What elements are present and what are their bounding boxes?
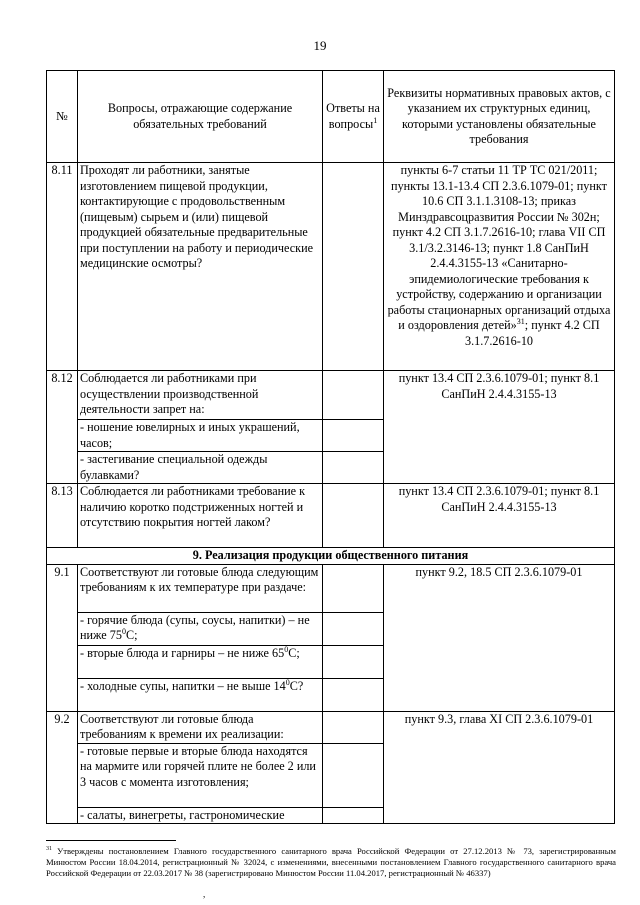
answer-cell[interactable] (323, 564, 384, 612)
requisites-text: пункт 13.4 СП 2.3.6.1079-01; пункт 8.1 СанПиН 2.4.4.3155-13 (384, 484, 615, 548)
question-text: Соответствуют ли готовые блюда следующим требованиям к их температуре при раздаче: (78, 564, 323, 612)
row-number: 8.12 (47, 371, 78, 484)
table-header-row (47, 71, 615, 163)
sub-question-text: - горячие блюда (супы, соусы, напитки) – не ниже $75^0С$; (78, 612, 323, 645)
answer-cell[interactable] (323, 371, 384, 420)
table-row (47, 564, 615, 612)
answer-cell[interactable] (323, 743, 384, 807)
table-row (47, 163, 615, 371)
footnote-divider (46, 840, 176, 841)
footnote-ref: 1 (373, 115, 378, 125)
answer-cell[interactable] (323, 807, 384, 824)
sub-question-text: - готовые первые и вторые блюда находятся на мармите или горячей плите не более 2 или 3 часов с момента изготовления; (78, 743, 323, 807)
section-heading-row (47, 548, 615, 565)
page-number: 19 (313, 38, 327, 53)
scan-mark: , (203, 889, 206, 899)
answer-cell[interactable] (323, 678, 384, 711)
row-number: 8.11 (47, 163, 78, 371)
table-row (47, 711, 615, 743)
question-text: Проходят ли работники, занятые изготовлением пищевой продукции, контактирующие с продовольственным (пищевым) сырьем и (или) пищевой продукцией обязательные предварительные при поступлении на работу и периодические медицинские осмотры? (78, 163, 323, 371)
answer-cell[interactable] (323, 452, 384, 484)
table-row (47, 371, 615, 420)
requirements-table (46, 70, 615, 824)
row-number: 8.13 (47, 484, 78, 548)
answer-cell[interactable] (323, 484, 384, 548)
header-answers: Ответы на вопросы$^1$ (323, 71, 384, 163)
requisites-text: пункт 9.3, глава XI СП 2.3.6.1079-01 (384, 711, 615, 824)
question-text: Соблюдается ли работниками при осуществлении производственной деятельности запрет на: (78, 371, 323, 420)
answer-cell[interactable] (323, 711, 384, 743)
footnote-marker: 31 (46, 846, 52, 853)
requisites-text: пункт 9.2, 18.5 СП 2.3.6.1079-01 (384, 564, 615, 711)
sub-question-text: - холодные супы, напитки – не выше $14^0С$? (78, 678, 323, 711)
requisites-text: пункт 13.4 СП 2.3.6.1079-01; пункт 8.1 СанПиН 2.4.4.3155-13 (384, 371, 615, 484)
table-row (47, 484, 615, 548)
footnote-text: Утверждены постановлением Главного государственного санитарного врача Российской Федерации от 27.12.2013 № 73, зарегистрированным Минюстом России 18.04.2014, регистрационный № 32024, с изменениями, внесенными постановлением Главного государственного санитарного врача Российской Федерации от 22.03.2017 № 38 (зарегистрировано Минюстом России 11.04.2017, регистрационный № 46337) (46, 846, 616, 878)
footnote (46, 846, 616, 879)
answer-cell[interactable] (323, 645, 384, 678)
answer-cell[interactable] (323, 612, 384, 645)
answer-cell[interactable] (323, 420, 384, 452)
row-number: 9.2 (47, 711, 78, 824)
sub-question-text: - ношение ювелирных и иных украшений, часов; (78, 420, 323, 452)
section-title: 9. Реализация продукции общественного питания (47, 548, 615, 565)
question-text: Соблюдается ли работниками требование к наличию коротко подстриженных ногтей и отсутствию покрытия ногтей лаком? (78, 484, 323, 548)
sub-question-text: - салаты, винегреты, гастрономические (78, 807, 323, 824)
footnote-ref: 31 (516, 316, 525, 326)
sub-question-text: - вторые блюда и гарниры – не ниже $65^0С$; (78, 645, 323, 678)
question-text: Соответствуют ли готовые блюда требованиям к времени их реализации: (78, 711, 323, 743)
row-number: 9.1 (47, 564, 78, 711)
sub-question-text: - застегивание специальной одежды булавками? (78, 452, 323, 484)
header-requisites: Реквизиты нормативных правовых актов, с указанием их структурных единиц, которыми установлены обязательные требования (384, 71, 615, 163)
answer-cell[interactable] (323, 163, 384, 371)
header-num: № (47, 71, 78, 163)
header-questions: Вопросы, отражающие содержание обязательных требований (78, 71, 323, 163)
requisites-text: пункты 6-7 статьи 11 ТР ТС 021/2011; пункты 13.1-13.4 СП 2.3.6.1079-01; пункт 10.6 СП 3.1.1.3108-13; приказ Минздравсоцразвития России № 302н; пункт 4.2 СП 3.1.7.2616-10; глава VII СП 3.1/3.2.3146-13; пункт 1.8 СанПиН 2.4.4.3155-13 «Санитарно-эпидемиологические требования к устройству, содержанию и организации работы стационарных организаций отдыха и оздоровления детей»$^{31}$; пункт 4.2 СП 3.1.7.2616-10 (384, 163, 615, 371)
